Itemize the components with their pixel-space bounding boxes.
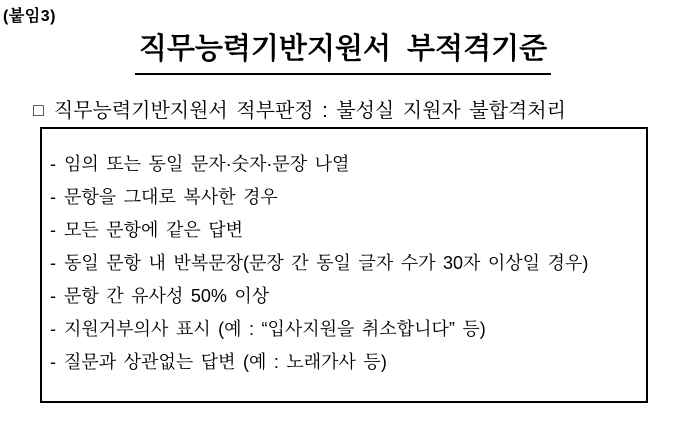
- dash-bullet: -: [50, 187, 56, 207]
- dash-bullet: -: [50, 286, 56, 306]
- criteria-item-text: 문항 간 유사성 50% 이상: [64, 286, 270, 306]
- criteria-item: [50, 181, 640, 214]
- criteria-item-text: 지원거부의사 표시 (예 : “입사지원을 취소합니다” 등): [64, 319, 486, 339]
- criteria-item: [50, 346, 640, 379]
- dash-bullet: -: [50, 319, 56, 339]
- attachment-label: (붙임3): [3, 8, 56, 25]
- criteria-item-text: 모든 문항에 같은 답변: [64, 220, 243, 240]
- section-heading: [33, 94, 566, 123]
- criteria-item: [50, 313, 640, 346]
- dash-bullet: -: [50, 253, 56, 273]
- criteria-item: [50, 148, 640, 181]
- page-title-text: 직무능력기반지원서 부적격기준: [135, 26, 551, 75]
- criteria-item: [50, 247, 640, 280]
- criteria-box: [40, 127, 648, 403]
- criteria-item-text: 질문과 상관없는 답변 (예 : 노래가사 등): [64, 352, 387, 372]
- section-heading-text: 직무능력기반지원서 적부판정 : 불성실 지원자 불합격처리: [53, 100, 566, 122]
- criteria-item-text: 동일 문항 내 반복문장(문장 간 동일 글자 수가 30자 이상일 경우): [64, 253, 589, 273]
- criteria-item-text: 임의 또는 동일 문자·숫자·문장 나열: [64, 154, 350, 174]
- page-title: [0, 26, 686, 75]
- dash-bullet: -: [50, 154, 56, 174]
- criteria-item-text: 문항을 그대로 복사한 경우: [64, 187, 278, 207]
- dash-bullet: -: [50, 352, 56, 372]
- dash-bullet: -: [50, 220, 56, 240]
- square-bullet-icon: □: [33, 100, 44, 120]
- criteria-item: [50, 280, 640, 313]
- criteria-item: [50, 214, 640, 247]
